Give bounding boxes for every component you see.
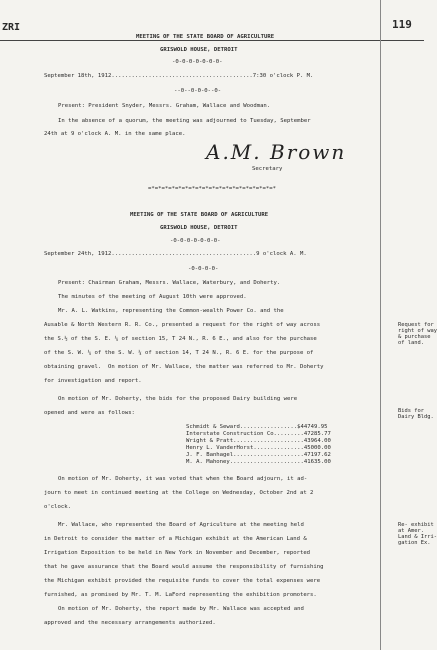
bid-amount: 41635.00 (303, 459, 331, 465)
bid-row (186, 438, 331, 445)
bid-name: J. F. Banhagel..................... (186, 452, 304, 458)
bid-name: Henry L. VanderHorst............... (186, 445, 304, 451)
meeting1-place: GRISWOLD HOUSE, DETROIT (160, 47, 238, 53)
paragraph4-line: the Michigan exhibit provided the requisite funds to cover the total expenses were (44, 578, 321, 584)
paragraph4-line: On motion of Mr. Doherty, the report made by Mr. Wallace was accepted and (58, 606, 304, 612)
bid-row (186, 452, 331, 459)
paragraph3-line: o'clock. (44, 504, 71, 510)
paragraph4-line: furnished, as promised by Mr. T. M. LaFord representing the exhibition promoters. (44, 592, 317, 598)
margin-note-exhibit: Re- exhibit at Amer. Land & Irri- gation Ex. (398, 522, 437, 546)
meeting-separator: =*=*=*=*=*=*=*=*=*=*=*=*=*=*=*=*=*=*=* (148, 186, 276, 192)
paragraph3-line: On motion of Mr. Doherty, it was voted that when the Board adjourn, it ad- (58, 476, 308, 482)
meeting2-rule2: -0-0-0-0- (188, 266, 219, 272)
paragraph2-line: On motion of Mr. Doherty, the bids for the proposed Dairy building were (58, 396, 298, 402)
paragraph1-line: Mr. A. L. Watkins, representing the Common-wealth Power Co. and the (58, 308, 284, 314)
page-number: 119 (392, 18, 412, 31)
bid-row (186, 424, 327, 431)
bid-name: Wright & Pratt..................... (186, 438, 304, 444)
meeting2-date: September 24th, 1912...........................................9 o'clock A. M. (44, 251, 307, 257)
meeting1-absence-line1: In the absence of a quorum, the meeting was adjourned to Tuesday, September (58, 118, 311, 124)
meeting1-rule2: --0--0-0-0--0- (174, 88, 222, 94)
bid-row (186, 431, 331, 438)
bid-amount: 47197.62 (303, 452, 331, 458)
paragraph1-line: obtaining gravel. On motion of Mr. Wallace, the matter was referred to Mr. Doherty (44, 364, 324, 370)
paragraph4-line: Mr. Wallace, who represented the Board of Agriculture at the meeting held (58, 522, 304, 528)
meeting1-absence-line2: 24th at 9 o'clock A. M. in the same place. (44, 131, 186, 137)
paragraph4-line: Irrigation Exposition to be held in New York in November and December, reported (44, 550, 311, 556)
margin-note-bids: Bids for Dairy Bldg. (398, 408, 434, 420)
bid-name: M. A. Mahoney...................... (186, 459, 304, 465)
meeting1-present: Present: President Snyder, Messrs. Graham, Wallace and Woodman. (58, 103, 271, 109)
secretary-label: Secretary (252, 166, 283, 172)
meeting1-date: September 18th, 1912..........................................7:30 o'clock P. M. (44, 73, 314, 79)
paragraph4-line: approved and the necessary arrangements authorized. (44, 620, 216, 626)
bid-row (186, 445, 331, 452)
paragraph2-line: opened and were as follows: (44, 410, 135, 416)
signature-text: A.M. Brown (206, 140, 347, 164)
meeting1-rule: -0-0-0-0-0-0-0- (172, 59, 223, 65)
bid-amount: 43964.00 (303, 438, 331, 444)
meeting2-minutes: The minutes of the meeting of August 10th were approved. (58, 294, 247, 300)
margin-note-right-of-way: Request for right of way & purchase of land. (398, 322, 437, 346)
bid-name: Interstate Construction Co......... (186, 431, 304, 437)
meeting2-place: GRISWOLD HOUSE, DETROIT (160, 225, 238, 231)
meeting2-present: Present: Chairman Graham, Messrs. Wallace, Waterbury, and Doherty. (58, 280, 281, 286)
secretary-signature (206, 140, 346, 164)
meeting1-title: MEETING OF THE STATE BOARD OF AGRICULTURE (136, 34, 275, 40)
bid-name: Schmidt & Seward................. (186, 424, 298, 430)
meeting2-title: MEETING OF THE STATE BOARD OF AGRICULTURE (130, 212, 269, 218)
paragraph3-line: journ to meet in continued meeting at the College on Wednesday, October 2nd at 2 (44, 490, 314, 496)
paragraph4-line: in Detroit to consider the matter of a Michigan exhibit at the American Land & (44, 536, 307, 542)
paragraph4-line: that he gave assurance that the Board would assume the responsibility of furnishing (44, 564, 324, 570)
paragraph1-line: the S.½ of the S. E. ¼ of section 15, T 24 N., R. 6 E., and also for the purchase (44, 336, 317, 342)
bid-amount: $44749.95 (297, 424, 328, 430)
bid-amount: 45000.00 (303, 445, 331, 451)
paragraph1-line: for investigation and report. (44, 378, 142, 384)
corner-label: ZRI (2, 22, 21, 33)
paragraph1-line: Ausable & North Western R. R. Co., presented a request for the right of way across (44, 322, 321, 328)
margin-rule (380, 0, 381, 650)
bid-row (186, 459, 331, 466)
paragraph1-line: of the S. W. ¼ of the S. W. ¼ of section 14, T 24 N., R. 6 E. for the purpose of (44, 350, 314, 356)
meeting2-rule: -0-0-0-0-0-0-0- (170, 238, 221, 244)
bid-amount: 47285.77 (303, 431, 331, 437)
